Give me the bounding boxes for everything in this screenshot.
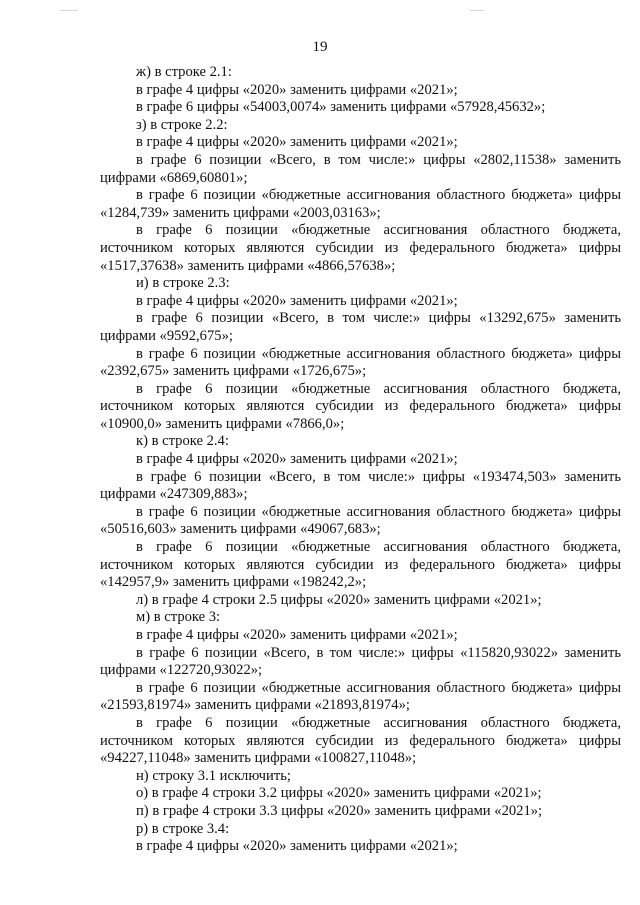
paragraph: м) в строке 3: xyxy=(136,609,221,626)
paragraph: в графе 4 цифры «2020» заменить цифрами «2021»; xyxy=(136,81,458,98)
paragraph: в графе 6 позиции «Всего, в том числе:» цифры «13292,675» заменить цифрами «9592,675»; xyxy=(100,310,621,344)
paragraph: в графе 6 позиции «бюджетные ассигнования областного бюджета» цифры «2392,675» заменить цифрами «1726,675»; xyxy=(100,345,621,380)
paragraph: в графе 4 цифры «2020» заменить цифрами «2021»; xyxy=(136,627,458,643)
paragraph: в графе 6 позиции «бюджетные ассигнования областного бюджета, источником которых являются субсидии из федерального бюджета» цифры «10900,0» заменить цифрами «7866,0»; xyxy=(100,380,621,432)
paragraph: к) в строке 2.4: xyxy=(136,433,229,450)
scan-artifact-line xyxy=(60,10,78,11)
paragraph: в графе 6 позиции «бюджетные ассигнования областного бюджета» цифры «1284,739» заменить цифрами «2003,03163»; xyxy=(100,187,621,221)
paragraph: з) в строке 2.2: xyxy=(136,116,228,133)
paragraph: в графе 4 цифры «2020» заменить цифрами «2021»; xyxy=(136,838,458,855)
page-number: 19 xyxy=(312,39,328,55)
paragraph: в графе 6 позиции «Всего, в том числе:» цифры «193474,503» заменить цифрами «247309,883»; xyxy=(100,468,621,503)
paragraph: в графе 6 позиции «Всего, в том числе:» цифры «2802,11538» заменить цифрами «6869,60801»; xyxy=(100,151,621,186)
paragraph: в графе 4 цифры «2020» заменить цифрами «2021»; xyxy=(136,451,458,468)
paragraph: в графе 6 цифры «54003,0074» заменить цифрами «57928,45632»; xyxy=(136,99,546,116)
paragraph: в графе 6 позиции «бюджетные ассигнования областного бюджета, источником которых являются субсидии из федерального бюджета» цифры «94227,11048» заменить цифрами «100827,11048»; xyxy=(100,714,621,767)
paragraph: р) в строке 3.4: xyxy=(136,820,230,837)
paragraph: в графе 6 позиции «бюджетные ассигнования областного бюджета, источником которых являются субсидии из федерального бюджета» цифры «1517,37638» заменить цифрами «4866,57638»; xyxy=(100,222,621,274)
paragraph: в графе 6 позиции «бюджетные ассигнования областного бюджета, источником которых являются субсидии из федерального бюджета» цифры «142957,9» заменить цифрами «198242,2»; xyxy=(100,539,621,591)
paragraph: в графе 6 позиции «бюджетные ассигнования областного бюджета» цифры «21593,81974» заменить цифрами «21893,81974»; xyxy=(100,679,621,714)
paragraph: н) строку 3.1 исключить; xyxy=(136,767,291,784)
paragraph: в графе 4 цифры «2020» заменить цифрами «2021»; xyxy=(136,292,458,309)
paragraph: л) в графе 4 строки 2.5 цифры «2020» заменить цифрами «2021»; xyxy=(136,591,542,608)
scan-artifact-line xyxy=(470,10,484,11)
paragraph: в графе 6 позиции «бюджетные ассигнования областного бюджета» цифры «50516,603» заменить цифрами «49067,683»; xyxy=(100,503,621,538)
paragraph: и) в строке 2.3: xyxy=(136,275,230,292)
paragraph: в графе 6 позиции «Всего, в том числе:» цифры «115820,93022» заменить цифрами «122720,93022»; xyxy=(100,644,621,679)
paragraph: в графе 4 цифры «2020» заменить цифрами «2021»; xyxy=(136,134,458,151)
paragraph: п) в графе 4 строки 3.3 цифры «2020» заменить цифрами «2021»; xyxy=(136,802,543,819)
paragraph: о) в графе 4 строки 3.2 цифры «2020» заменить цифрами «2021»; xyxy=(136,785,542,802)
document-body xyxy=(100,64,621,856)
paragraph: ж) в строке 2.1: xyxy=(136,64,232,80)
